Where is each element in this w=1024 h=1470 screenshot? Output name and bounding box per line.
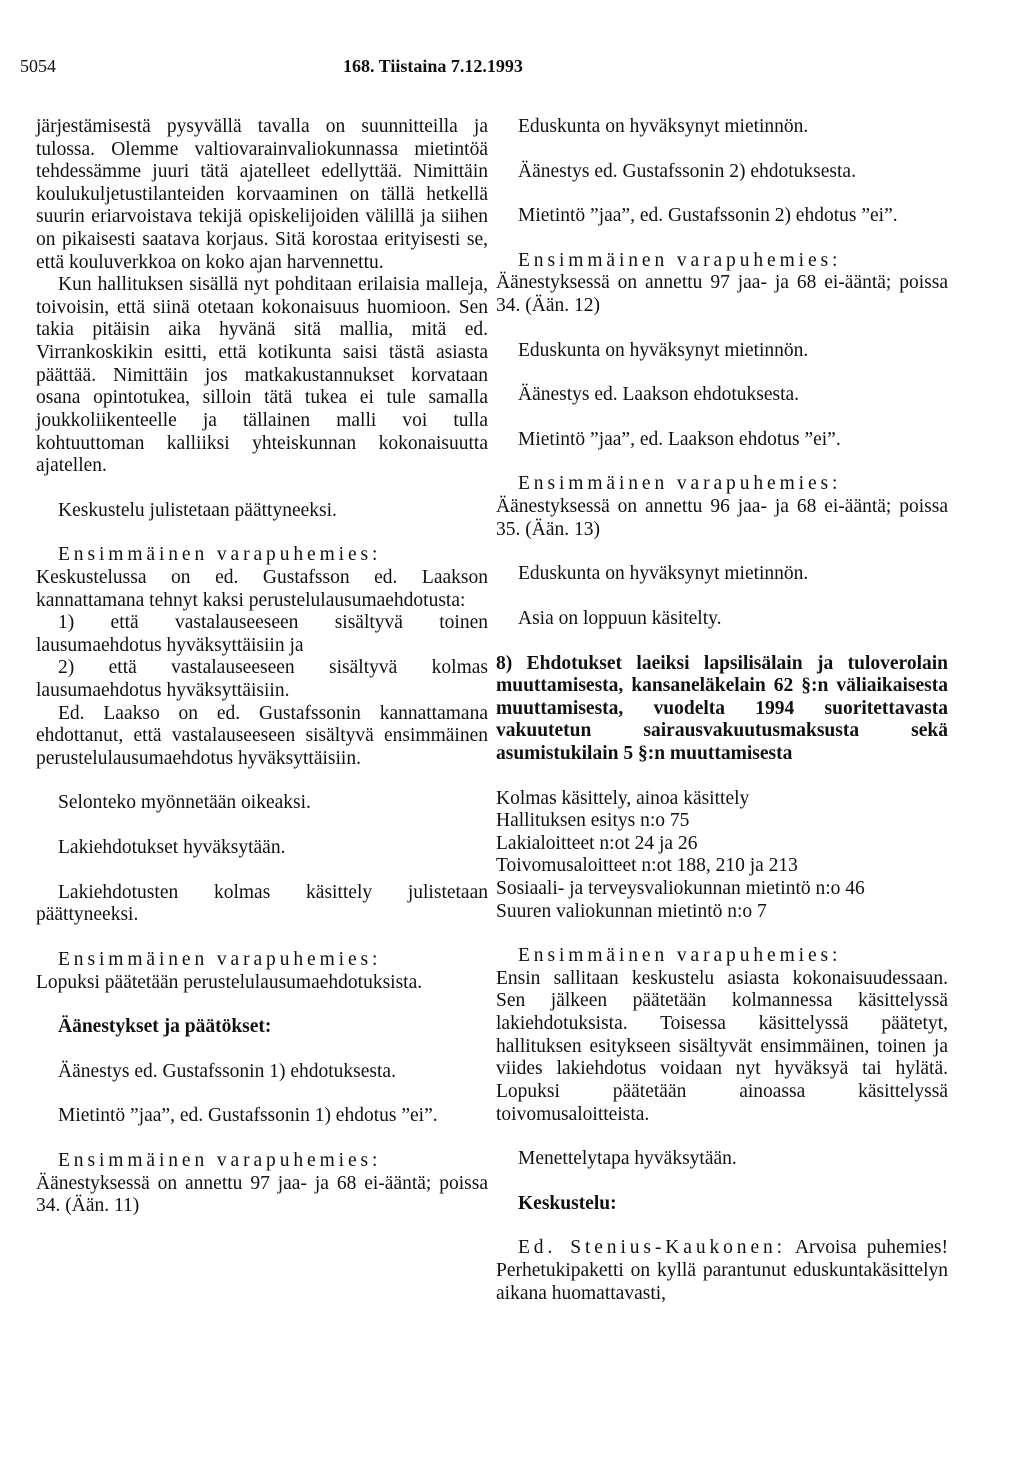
paragraph: Äänestys ed. Laakson ehdotuksesta. <box>518 384 800 406</box>
paragraph: Selonteko myönnetään oikeaksi. <box>58 792 311 814</box>
speech-text-body: Arvoisa puhemies! Perhetukipaketti on kyllä parantunut eduskuntakäsittelyn aikana huomattavasti, <box>496 1237 948 1304</box>
paragraph: Eduskunta on hyväksynyt mietinnön. <box>518 339 809 361</box>
speech-text: Äänestyksessä on annettu 97 jaa- ja 68 ei-ääntä; poissa 34. (Ään. 11) <box>36 1172 488 1217</box>
paragraph: Mietintö ”jaa”, ed. Gustafssonin 1) ehdotus ”ei”. <box>58 1105 438 1127</box>
speaker-name: Ensimmäinen varapuhemies: <box>518 473 842 495</box>
list-item: Kolmas käsittely, ainoa käsittely <box>496 787 750 809</box>
paragraph: Asia on loppuun käsitelty. <box>518 607 722 629</box>
list-item: Suuren valiokunnan mietintö n:o 7 <box>496 900 767 922</box>
speech <box>496 1237 948 1305</box>
list-item: Sosiaali- ja terveysvaliokunnan mietintö n:o 46 <box>496 878 865 900</box>
speaker-name: Ensimmäinen varapuhemies: <box>518 249 842 271</box>
paragraph: Lakiehdotukset hyväksytään. <box>58 837 286 859</box>
agenda-item-heading: 8) Ehdotukset laeiksi lapsilisälain ja tuloverolain muuttamisesta, kansaneläkelain 62 §:n väliaikaisesta muuttamisesta, vuodelta 1994 suoritettavasta vakuutetun sairausvakuutusmaksusta sekä asumistukilain 5 §:n muuttamisesta <box>496 652 948 764</box>
left-column <box>36 116 488 1218</box>
paragraph: järjestämisestä pysyvällä tavalla on suunnitteilla ja tulossa. Olemme valtiovarainvaliokunnassa mietintöä tehdessämme juuri tätä ajatelleet edellyttää. Nimittäin koulukuljetustilanteiden korvaaminen on tällä hetkellä suurin eriarvoistava tekijä opiskelijoiden välillä ja siihen on pikaisesti saatava korjaus. Sitä korostaa erityisesti se, että kouluverkkoa on koko ajan harvennettu. <box>36 116 488 273</box>
speech <box>496 945 948 1126</box>
speech-text: Äänestyksessä on annettu 97 jaa- ja 68 ei-ääntä; poissa 34. (Ään. 12) <box>496 272 948 317</box>
speaker-name: Ensimmäinen varapuhemies: <box>58 1149 382 1171</box>
page-number: 5054 <box>20 56 56 76</box>
speech-text: Keskustelussa on ed. Gustafsson ed. Laakson kannattamana tehnyt kaksi perustelulausumaehdotusta: <box>36 566 488 611</box>
speech <box>496 473 948 541</box>
speech <box>36 1150 488 1218</box>
list-item: Lakialoitteet n:ot 24 ja 26 <box>496 832 698 854</box>
right-column <box>496 116 948 1305</box>
paragraph: Äänestys ed. Gustafssonin 2) ehdotuksesta. <box>518 160 856 182</box>
paragraph: Mietintö ”jaa”, ed. Laakson ehdotus ”ei”. <box>518 428 841 450</box>
paragraph: Mietintö ”jaa”, ed. Gustafssonin 2) ehdotus ”ei”. <box>518 205 898 227</box>
paragraph: Äänestys ed. Gustafssonin 1) ehdotuksesta. <box>58 1060 396 1082</box>
paragraph: Kun hallituksen sisällä nyt pohditaan erilaisia malleja, toivoisin, että siinä otetaan kokonaisuus huomioon. Sen takia pitäisin aika hyvänä sitä mallia, mitä ed. Virrankoskikin esitti, että kotikunta saisi tästä asiasta päättää. Nimittäin jos matkakustannukset korvataan osana opintotukea, silloin tätä tukea ei tule samalla joukkoliikenteelle ja tällainen malli voi tulla kohtuuttoman kalliiksi yhteiskunnan kokonaisuutta ajatellen. <box>36 274 488 477</box>
speech <box>36 949 488 994</box>
speaker-name: Ensimmäinen varapuhemies: <box>58 948 382 970</box>
speech-text <box>496 1237 948 1305</box>
section-heading: Keskustelu: <box>518 1192 617 1214</box>
list-item: Toivomusaloitteet n:ot 188, 210 ja 213 <box>496 855 798 877</box>
speech <box>36 544 488 770</box>
paragraph: Menettelytapa hyväksytään. <box>518 1148 737 1170</box>
paragraph: Keskustelu julistetaan päättyneeksi. <box>58 499 337 521</box>
section-heading: Äänestykset ja päätökset: <box>58 1016 272 1038</box>
speaker-name: Ed. Stenius-Kaukonen: <box>518 1237 786 1259</box>
document-list <box>496 788 948 924</box>
speaker-name: Ensimmäinen varapuhemies: <box>518 945 842 967</box>
proposal-item: 1) että vastalauseeseen sisältyvä toinen lausumaehdotus hyväksyttäisiin ja <box>36 612 488 656</box>
speech-text: Ed. Laakso on ed. Gustafssonin kannattamana ehdottanut, että vastalauseeseen sisältyvä ensimmäinen perustelulausumaehdotus hyväksyttäisiin. <box>36 702 488 769</box>
paragraph: Eduskunta on hyväksynyt mietinnön. <box>518 563 809 585</box>
paragraph: Eduskunta on hyväksynyt mietinnön. <box>518 116 809 137</box>
running-header: 168. Tiistaina 7.12.1993 <box>343 56 523 76</box>
speaker-name: Ensimmäinen varapuhemies: <box>58 544 382 566</box>
speech-text: Lopuksi päätetään perustelulausumaehdotuksista. <box>36 971 423 993</box>
list-item: Hallituksen esitys n:o 75 <box>496 810 690 832</box>
proposal-item: 2) että vastalauseeseen sisältyvä kolmas lausumaehdotus hyväksyttäisiin. <box>36 657 488 702</box>
speech-text: Ensin sallitaan keskustelu asiasta kokonaisuudessaan. Sen jälkeen päätetään kolmannessa käsittelyssä lakiehdotuksista. Toisessa käsittelyssä päätetyt, hallituksen esitykseen sisältyvät ensimmäinen, toinen ja viides lakiehdotus voidaan nyt hyväksyä tai hylätä. Lopuksi päätetään ainoassa käsittelyssä toivomusaloitteista. <box>496 967 948 1125</box>
speech-text: Äänestyksessä on annettu 96 jaa- ja 68 ei-ääntä; poissa 35. (Ään. 13) <box>496 496 948 540</box>
paragraph: Lakiehdotusten kolmas käsittely julistetaan päättyneeksi. <box>36 881 488 926</box>
speech <box>496 250 948 318</box>
